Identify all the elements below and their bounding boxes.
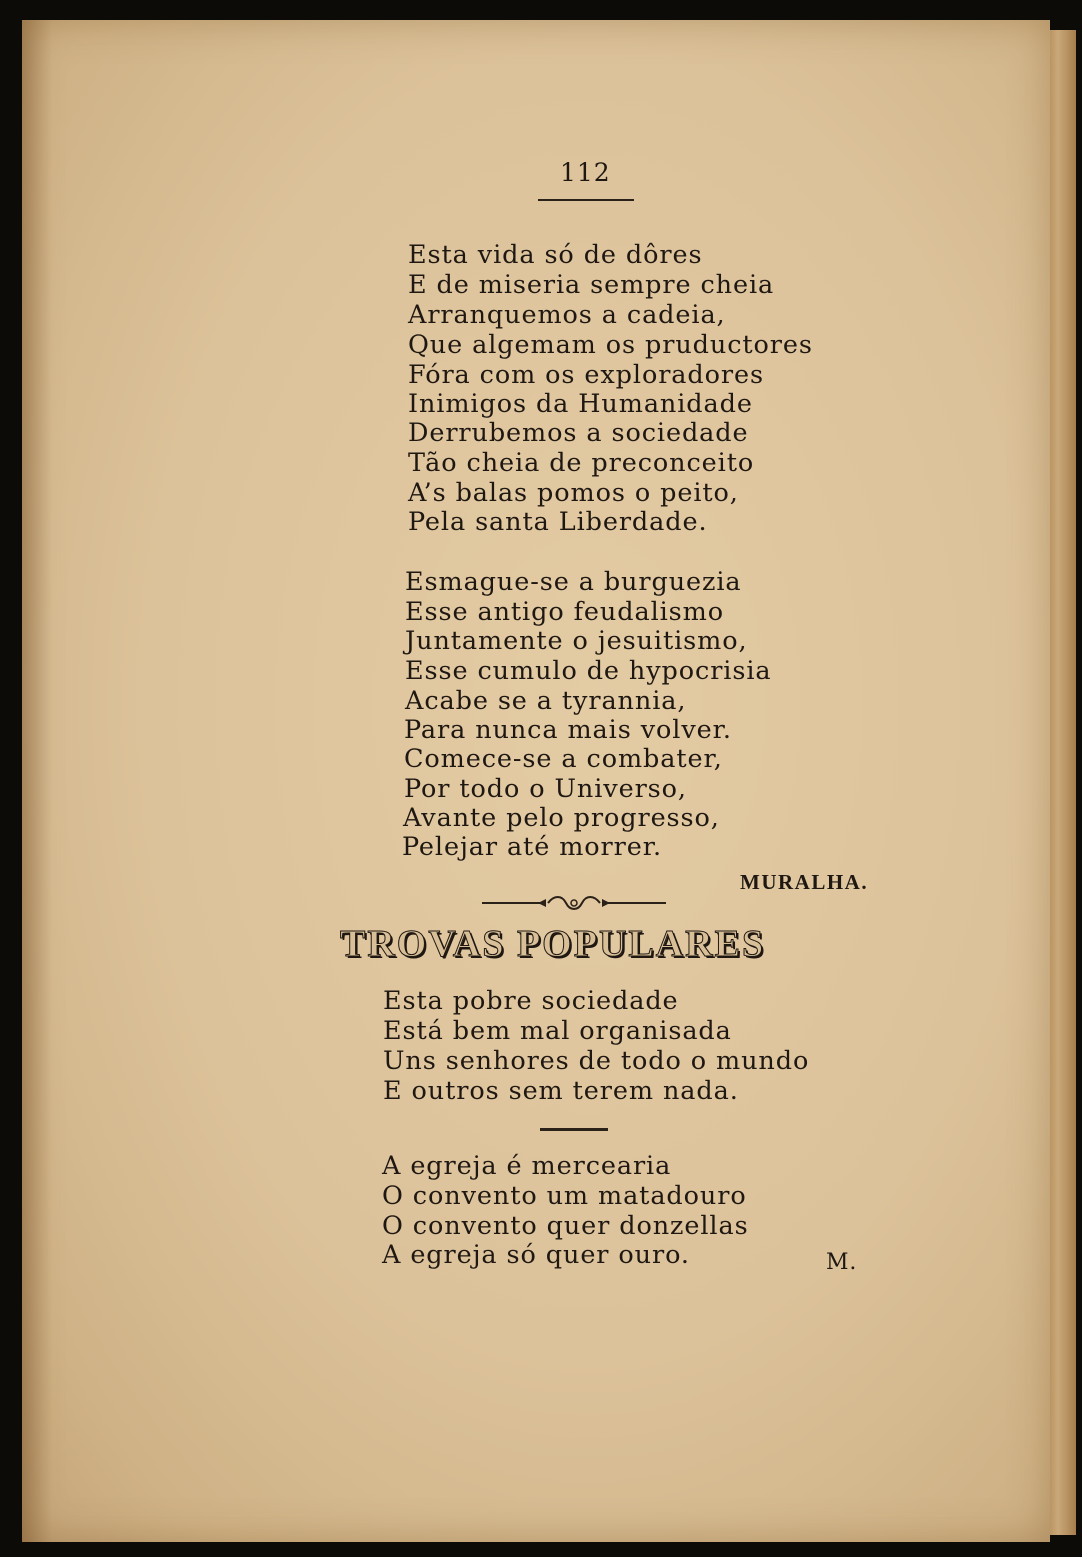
trova-line: E outros sem terem nada. bbox=[383, 1076, 739, 1106]
trova-line: Está bem mal organisada bbox=[383, 1016, 732, 1046]
poem-line: Juntamente o jesuitismo, bbox=[405, 626, 748, 656]
poem-line: Que algemam os pruductores bbox=[408, 330, 813, 360]
poem-line: Para nunca mais volver. bbox=[404, 715, 732, 745]
poem-line: Avante pelo progresso, bbox=[403, 803, 720, 833]
poem-line: Tão cheia de preconceito bbox=[408, 448, 755, 478]
divider-ornament-icon bbox=[482, 893, 666, 913]
poem-line: Comece-se a combater, bbox=[404, 744, 723, 774]
trova-line: A egreja é mercearia bbox=[382, 1151, 672, 1181]
trova-line: O convento quer donzellas bbox=[382, 1211, 749, 1241]
trova-line: Uns senhores de todo o mundo bbox=[383, 1046, 810, 1076]
poem-line: Pela santa Liberdade. bbox=[408, 507, 708, 537]
poem-line: Acabe se a tyrannia, bbox=[405, 686, 687, 716]
poem-line: Esmague-se a burguezia bbox=[405, 567, 742, 597]
poem-line: Esta vida só de dôres bbox=[408, 240, 703, 270]
page-number-rule bbox=[538, 199, 634, 201]
poem-line: Fóra com os exploradores bbox=[408, 360, 764, 390]
poem-line: Inimigos da Humanidade bbox=[408, 389, 753, 419]
stanza-separator-rule bbox=[540, 1128, 608, 1131]
poem-line: Por todo o Universo, bbox=[404, 774, 687, 804]
section-title: TROVAS POPULARES bbox=[340, 923, 766, 965]
trova-line: O convento um matadouro bbox=[382, 1181, 747, 1211]
trova-line: A egreja só quer ouro. bbox=[382, 1240, 690, 1270]
trova-author: M. bbox=[826, 1250, 858, 1275]
poem-line: A’s balas pomos o peito, bbox=[408, 478, 739, 508]
poem-line: Esse antigo feudalismo bbox=[405, 597, 725, 627]
poem-line: Esse cumulo de hypocrisia bbox=[405, 656, 772, 686]
poem-line: Pelejar até morrer. bbox=[402, 832, 662, 862]
page-gutter-shadow bbox=[22, 20, 52, 1542]
poem-line: Arranquemos a cadeia, bbox=[408, 300, 726, 330]
poem-author: MURALHA. bbox=[740, 870, 869, 894]
page-edge bbox=[1046, 30, 1076, 1535]
poem-line: E de miseria sempre cheia bbox=[408, 270, 775, 300]
page-number: 112 bbox=[560, 158, 611, 187]
poem-line: Derrubemos a sociedade bbox=[408, 418, 749, 448]
trova-line: Esta pobre sociedade bbox=[383, 986, 679, 1016]
